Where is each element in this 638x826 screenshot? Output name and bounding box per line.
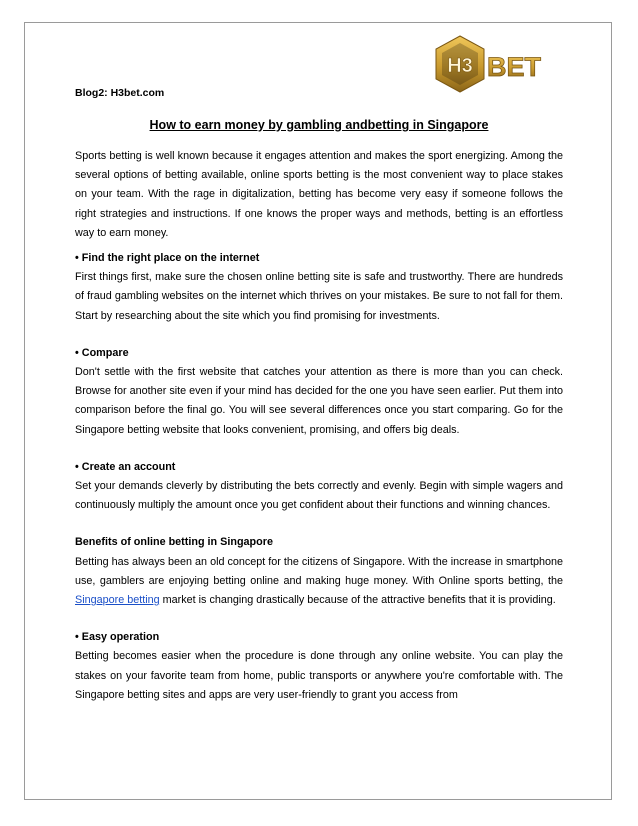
section-body-after: market is changing drastically because of the attractive benefits that it is providing. xyxy=(159,594,556,607)
h3bet-logo xyxy=(430,34,560,94)
logo-wordmark: BET xyxy=(487,52,541,82)
intro-paragraph: Sports betting is well known because it engages attention and makes the sport energizing. Among the several options of betting available, online sports betting is the most convenient way to place stakes on your team. With the rage in digitalization, betting has become very easy if someone follows the right strategies and instructions. If one knows the proper ways and methods, betting is an effortless way to earn money. xyxy=(75,150,563,239)
section-body: Don't settle with the first website that catches your attention as there is more than you can check. Browse for another site even if your mind has decided for the one you have seen earlier. Put them into comparison before the final go. You will see several differences once you start comparing. Go for the Singapore betting website that looks convenient, promising, and offers big deals. xyxy=(75,366,563,436)
blog-label: Blog2: H3bet.com xyxy=(75,87,165,99)
section-body-before: Betting has always been an old concept for the citizens of Singapore. With the increase in smartphone use, gamblers are enjoying betting online and making huge money. With Online sports betting, the xyxy=(75,555,563,587)
section-heading: • Find the right place on the internet xyxy=(75,252,260,265)
section-find-place xyxy=(75,249,563,326)
section-heading: • Compare xyxy=(75,346,129,359)
section-heading: • Create an account xyxy=(75,460,176,473)
section-body: Set your demands cleverly by distributing the bets correctly and evenly. Begin with simple wagers and continuously multiply the amount once you get confident about their functions and winning chances. xyxy=(75,480,563,512)
section-create-account xyxy=(75,458,563,516)
section-easy-operation xyxy=(75,628,563,705)
page-title: How to earn money by gambling andbetting in Singapore xyxy=(149,118,489,132)
article-body xyxy=(75,147,563,711)
section-body: First things first, make sure the chosen online betting site is safe and trustworthy. There are hundreds of fraud gambling websites on the internet which thrives on your mistakes. Be sure to not fall for them. Start by researching about the site which you find promising for investments. xyxy=(75,271,563,322)
section-compare xyxy=(75,344,563,440)
logo-monogram: H3 xyxy=(447,55,473,77)
section-body: Betting becomes easier when the procedure is done through any online website. You can play the stakes on your favorite team from home, public transports or anywhere you're comfortable with. The Singapore betting sites and apps are very user-friendly to grant you access from xyxy=(75,650,563,701)
section-benefits xyxy=(75,533,563,610)
singapore-betting-link[interactable]: Singapore betting xyxy=(75,594,160,607)
section-heading: • Easy operation xyxy=(75,631,160,644)
section-heading: Benefits of online betting in Singapore xyxy=(75,536,273,549)
